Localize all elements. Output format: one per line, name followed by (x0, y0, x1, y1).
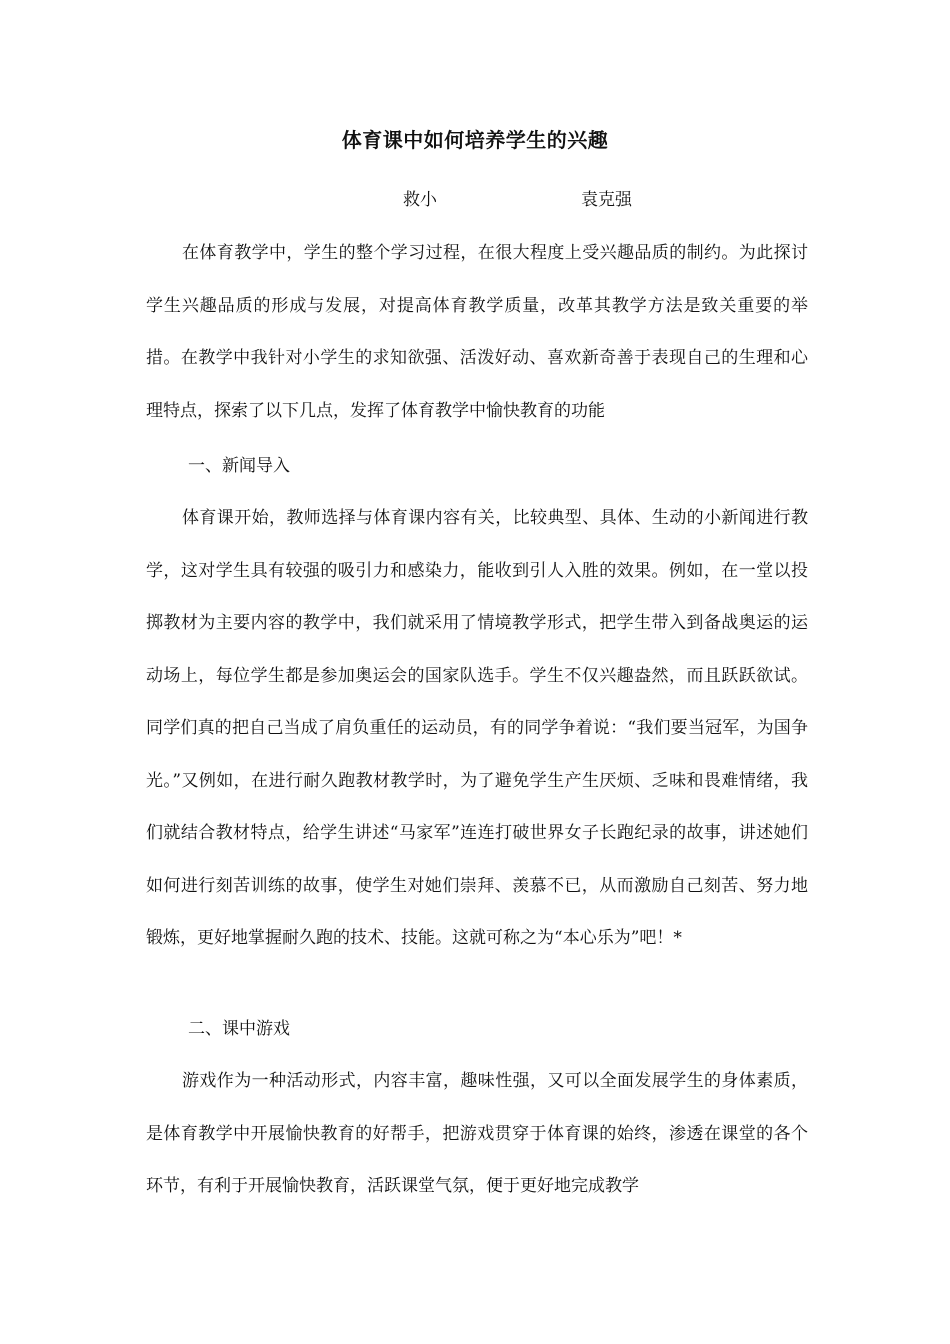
section-heading-1: 一、新闻导入 (188, 456, 290, 476)
intro-paragraph: 在体育教学中，学生的整个学习过程，在很大程度上受兴趣品质的制约。为此探讨学生兴趣品质的形成与发展，对提高体育教学质量，改革其教学方法是致关重要的举措。在教学中我针对小学生的求知欲强、活泼好动、喜欢新奇善于表现自己的生理和心理特点，探索了以下几点，发挥了体育教学中愉快教育的功能 (146, 243, 808, 421)
section-heading-2: 二、课中游戏 (188, 1019, 290, 1039)
author-school: 救小 (403, 190, 437, 210)
author-name: 袁克强 (581, 190, 632, 210)
section-2-paragraph: 游戏作为一种活动形式，内容丰富，趣味性强，又可以全面发展学生的身体素质，是体育教学中开展愉快教育的好帮手，把游戏贯穿于体育课的始终，渗透在课堂的各个环节，有利于开展愉快教育，活跃课堂气氛，便于更好地完成教学 (146, 1071, 808, 1196)
section-1-paragraph: 体育课开始，教师选择与体育课内容有关，比较典型、具体、生动的小新闻进行教学，这对学生具有较强的吸引力和感染力，能收到引人入胜的效果。例如，在一堂以投掷教材为主要内容的教学中，我们就采用了情境教学形式，把学生带入到备战奥运的运动场上，每位学生都是参加奥运会的国家队选手。学生不仅兴趣盎然，而且跃跃欲试。同学们真的把自己当成了肩负重任的运动员，有的同学争着说：“我们要当冠军，为国争光。”又例如，在进行耐久跑教材教学时，为了避免学生产生厌烦、乏味和畏难情绪，我们就结合教材特点，给学生讲述“马家军”连连打破世界女子长跑纪录的故事，讲述她们如何进行刻苦训练的故事，使学生对她们崇拜、羡慕不已，从而激励自己刻苦、努力地锻炼，更好地掌握耐久跑的技术、技能。这就可称之为“本心乐为”吧！* (146, 508, 808, 948)
page-title: 体育课中如何培养学生的兴趣 (341, 128, 609, 152)
